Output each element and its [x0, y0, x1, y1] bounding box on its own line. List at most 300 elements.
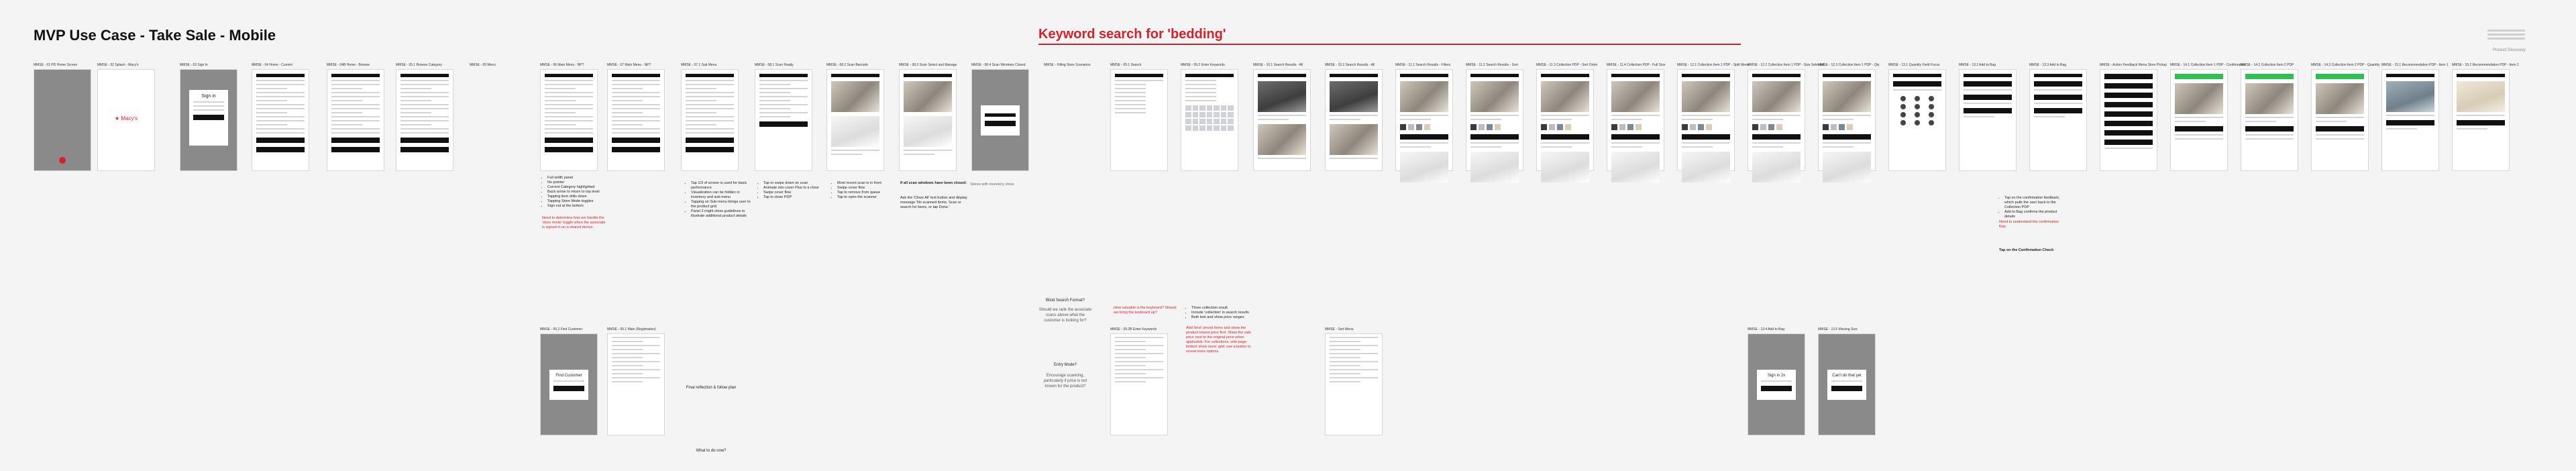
swatch[interactable]	[1847, 124, 1853, 130]
bar	[331, 74, 380, 77]
key[interactable]	[1185, 112, 1191, 117]
key[interactable]	[1228, 112, 1234, 117]
swatch[interactable]	[1400, 124, 1406, 130]
phone-screen[interactable]	[1395, 69, 1453, 171]
btn	[331, 138, 380, 143]
bar	[1823, 74, 1871, 77]
line	[686, 132, 734, 134]
swatch[interactable]	[1752, 124, 1758, 130]
line	[904, 154, 934, 155]
key[interactable]	[1214, 105, 1220, 111]
line	[1682, 146, 1713, 148]
line	[1115, 369, 1163, 370]
line	[2316, 117, 2364, 118]
line	[1185, 80, 1216, 81]
btn	[2104, 83, 2153, 89]
key[interactable]	[1221, 105, 1227, 111]
phone-screen[interactable]	[607, 333, 665, 435]
dialog-button[interactable]	[1831, 386, 1863, 391]
btn	[1541, 134, 1589, 140]
btn	[1823, 134, 1871, 140]
artboard	[1888, 62, 1945, 171]
note-browse: • Tap 1/3 of screen is used for basic performance • Visualization can be hidden in inventory and sub-menu • Tapping on Sub-menu brings user to the product grid • Panel 2 might show guidelines to illustrate additional product details	[686, 181, 753, 219]
artboard	[2029, 62, 2086, 171]
line	[331, 116, 380, 117]
artboard	[1466, 62, 1522, 171]
btn	[686, 147, 734, 152]
line	[1330, 373, 1360, 374]
key[interactable]	[1929, 96, 1934, 101]
line	[1115, 357, 1146, 358]
bar	[1893, 74, 1941, 77]
phone-screen[interactable]	[1110, 333, 1168, 435]
artboard	[1748, 62, 1825, 171]
btn	[1752, 134, 1801, 140]
phone-screen[interactable]	[1888, 69, 1946, 171]
phone-screen[interactable]	[1748, 333, 1805, 435]
line	[1752, 146, 1783, 148]
btn	[2104, 93, 2153, 98]
line	[1823, 119, 1854, 120]
key[interactable]	[1199, 125, 1205, 131]
key[interactable]	[1193, 112, 1199, 117]
line	[545, 80, 593, 81]
phone-screen[interactable]	[2241, 69, 2298, 171]
key[interactable]	[1228, 125, 1234, 131]
line	[331, 108, 380, 109]
key[interactable]	[1221, 119, 1227, 124]
artboard	[180, 62, 236, 171]
line	[612, 361, 660, 362]
line	[1330, 349, 1360, 350]
key[interactable]	[1207, 112, 1213, 117]
line	[2034, 89, 2082, 91]
line	[612, 381, 643, 382]
number-pad[interactable]	[1897, 96, 1937, 125]
btn	[545, 138, 593, 143]
swatch[interactable]	[1611, 124, 1617, 130]
phone-screen[interactable]	[681, 69, 739, 171]
phone-screen[interactable]	[34, 69, 91, 171]
input-line[interactable]	[193, 101, 225, 103]
key[interactable]	[1900, 104, 1906, 109]
line	[256, 96, 305, 97]
bar	[1185, 74, 1234, 77]
color-swatches[interactable]	[1470, 124, 1519, 130]
line	[1400, 142, 1448, 144]
phone-screen[interactable]	[1466, 69, 1523, 171]
phone-screen[interactable]	[1325, 69, 1383, 171]
tile	[1611, 81, 1660, 112]
key[interactable]	[1221, 112, 1227, 117]
key[interactable]	[1900, 112, 1906, 117]
btn	[1964, 81, 2012, 87]
color-swatches[interactable]	[1823, 124, 1871, 130]
line	[1185, 88, 1216, 89]
swatch[interactable]	[1698, 124, 1704, 130]
phone-screen[interactable]	[1181, 69, 1238, 171]
line	[400, 132, 449, 134]
phone-screen[interactable]	[540, 69, 598, 171]
line	[1541, 115, 1589, 116]
done-button[interactable]	[985, 121, 1016, 126]
input-line[interactable]	[193, 109, 225, 111]
key[interactable]	[1929, 112, 1934, 117]
key[interactable]	[1915, 96, 1920, 101]
key[interactable]	[1185, 125, 1191, 131]
key[interactable]	[1929, 104, 1934, 109]
artboard-label: MMSE - Action Feedback Menu Store Pickup	[2100, 63, 2167, 67]
btn	[2457, 120, 2505, 125]
key[interactable]	[1193, 125, 1199, 131]
line	[612, 353, 660, 354]
swatch[interactable]	[1541, 124, 1547, 130]
artboard-label: MMSE - 07 Main Menu - NPT	[607, 63, 651, 67]
btn	[2245, 126, 2294, 132]
key[interactable]	[1207, 125, 1213, 131]
bar	[1964, 74, 2012, 77]
color-swatches[interactable]	[1541, 124, 1589, 130]
line	[2175, 117, 2223, 118]
line	[1115, 361, 1163, 362]
key[interactable]	[1207, 119, 1213, 124]
line	[1611, 142, 1660, 144]
phone-screen[interactable]	[2381, 69, 2439, 171]
key[interactable]	[1915, 120, 1920, 125]
artboard	[2170, 62, 2246, 171]
color-swatches[interactable]	[1752, 124, 1801, 130]
artboard-label: MMSE - 05.1 Main (Registration)	[607, 327, 656, 331]
key[interactable]	[1915, 112, 1920, 117]
dialog-line	[1831, 380, 1863, 382]
phone-screen[interactable]	[607, 69, 665, 171]
line	[545, 108, 593, 109]
line	[759, 84, 790, 85]
line	[1185, 100, 1216, 101]
tile	[1541, 152, 1589, 182]
line	[1964, 89, 2012, 91]
line	[1115, 104, 1146, 105]
swatch[interactable]	[1768, 124, 1774, 130]
btn	[2104, 130, 2153, 136]
line	[1115, 108, 1146, 109]
note-scan: • Tap or swipe down on scan • Animate into cover Plus to a close • Swipe cover flow • Tap to close PDP	[758, 181, 825, 200]
swatch[interactable]	[1424, 124, 1430, 130]
line	[545, 100, 576, 101]
swatch[interactable]	[1839, 124, 1845, 130]
artboard-label: MMSE - 09.1 Search	[1110, 63, 1142, 67]
dialog-line	[553, 380, 585, 382]
swatch[interactable]	[1831, 124, 1837, 130]
line	[256, 108, 305, 109]
phone-screen[interactable]	[1959, 69, 2017, 171]
swatch[interactable]	[1557, 124, 1563, 130]
phone-screen[interactable]	[1818, 333, 1876, 435]
phone-screen[interactable]	[1748, 69, 1805, 171]
line	[1541, 142, 1589, 144]
line	[1893, 89, 1941, 91]
swatch[interactable]	[1706, 124, 1712, 130]
line	[545, 92, 593, 93]
key[interactable]	[1915, 104, 1920, 109]
swatch[interactable]	[1470, 124, 1477, 130]
key[interactable]	[1199, 112, 1205, 117]
swatch[interactable]	[1479, 124, 1485, 130]
artboard	[826, 62, 883, 171]
line	[2457, 115, 2505, 116]
swatch[interactable]	[1495, 124, 1501, 130]
line	[331, 104, 380, 105]
tile	[1400, 81, 1448, 112]
key[interactable]	[1199, 105, 1205, 111]
btn	[545, 147, 593, 152]
phone-screen[interactable]	[1325, 333, 1383, 435]
swatch[interactable]	[1760, 124, 1766, 130]
bar	[545, 74, 593, 77]
line	[1115, 88, 1146, 89]
line	[256, 128, 305, 129]
phone-screen[interactable]	[2311, 69, 2369, 171]
tile	[2316, 83, 2364, 114]
line	[545, 104, 593, 105]
artboard	[396, 62, 452, 171]
note-search-q1-body: Should we rank the associate scans above what the customer is looking for?	[1038, 308, 1092, 323]
key[interactable]	[1199, 119, 1205, 124]
color-swatches[interactable]	[1611, 124, 1660, 130]
color-swatches[interactable]	[1682, 124, 1730, 130]
note-browse-q1: Final reflection & follow plan	[686, 386, 737, 390]
key[interactable]	[1207, 105, 1213, 111]
line	[256, 116, 305, 117]
tile	[1752, 81, 1801, 112]
dialog-title	[985, 113, 1016, 117]
line	[400, 84, 449, 85]
bar	[612, 74, 660, 77]
line	[612, 345, 660, 346]
line	[686, 104, 734, 105]
line	[612, 128, 660, 129]
artboard-label: MMSE - 12.2 Collection Item 1 PDP - Size Selected	[1748, 63, 1825, 67]
line	[1115, 349, 1146, 350]
swatch[interactable]	[1682, 124, 1688, 130]
line	[612, 108, 660, 109]
line	[1470, 119, 1501, 120]
line	[1115, 345, 1163, 346]
phone-screen[interactable]	[180, 69, 237, 171]
note-closed-head: If all scan windows have been closed:	[900, 181, 967, 185]
tile	[1752, 152, 1801, 182]
btn	[1611, 134, 1660, 140]
btn	[331, 147, 380, 152]
key[interactable]	[1193, 105, 1199, 111]
btn	[400, 138, 449, 143]
line	[2175, 138, 2223, 140]
color-swatches[interactable]	[1400, 124, 1448, 130]
note-stores: Stores with inventory show.	[970, 182, 1015, 187]
artboard	[1607, 62, 1666, 171]
artboard-label: MMSE - 01 PD Home Screen	[34, 63, 78, 67]
line	[1752, 115, 1801, 116]
line	[1682, 115, 1730, 116]
phone-screen[interactable]	[1607, 69, 1664, 171]
bar	[1752, 74, 1801, 77]
key[interactable]	[1214, 119, 1220, 124]
line	[1330, 115, 1378, 116]
btn	[612, 138, 660, 143]
swatch[interactable]	[1565, 124, 1571, 130]
line	[686, 100, 716, 101]
app-icon[interactable]	[59, 157, 66, 164]
swatch[interactable]	[1487, 124, 1493, 130]
btn	[1964, 108, 2012, 113]
line	[1115, 100, 1146, 101]
line	[1115, 353, 1163, 354]
btn	[256, 147, 305, 152]
phone-screen[interactable]	[540, 333, 598, 435]
dialog-button[interactable]	[1761, 386, 1792, 391]
artboard-label: MMSE - 08.1 Scan Ready	[755, 63, 794, 67]
key[interactable]	[1900, 96, 1906, 101]
bar	[831, 74, 879, 77]
phone-screen[interactable]	[2170, 69, 2228, 171]
artboard	[971, 62, 1028, 171]
phone-screen[interactable]	[97, 69, 155, 171]
key[interactable]	[1214, 112, 1220, 117]
phone-screen[interactable]	[899, 69, 957, 171]
phone-screen[interactable]	[252, 69, 309, 171]
line	[1330, 158, 1378, 159]
phone-screen[interactable]	[755, 69, 812, 171]
line	[759, 112, 808, 113]
phone-screen[interactable]	[327, 69, 384, 171]
phone-screen[interactable]	[1677, 69, 1735, 171]
sub-artboard	[1748, 327, 1804, 435]
phone-screen[interactable]	[1253, 69, 1311, 171]
artboard-label: MMSE - 04 Home - Current	[252, 63, 292, 67]
btn	[2034, 81, 2082, 87]
phone-screen[interactable]	[2029, 69, 2087, 171]
line	[686, 84, 734, 85]
artboard-label: MMSE - 13.2 Add to Bag	[1959, 63, 1996, 67]
line	[1682, 142, 1730, 144]
btn	[2386, 120, 2434, 125]
line	[612, 92, 660, 93]
bar	[1258, 74, 1306, 77]
artboard-label: MMSE - 14.3 Collection Item 2 PDP - Quantity	[2311, 63, 2380, 67]
artboard	[1325, 62, 1381, 171]
line	[1115, 112, 1146, 113]
dialog-button[interactable]	[553, 386, 585, 391]
artboard-label: MMSE - 11.3 Collection PDP - Sort Order	[1536, 63, 1598, 67]
line	[612, 349, 643, 350]
swatch[interactable]	[1690, 124, 1696, 130]
btn	[2104, 140, 2153, 145]
line	[612, 365, 643, 366]
keyboard[interactable]	[1185, 105, 1234, 131]
artboard-label: MMSE - 13.3 Add to Bag	[2029, 63, 2067, 67]
swatch[interactable]	[1416, 124, 1422, 130]
phone-screen[interactable]	[396, 69, 453, 171]
artboard-label: MMSE - 05.2 Find Customer	[540, 327, 583, 331]
line	[1823, 146, 1854, 148]
tile	[904, 81, 952, 112]
line	[686, 112, 716, 113]
line	[2457, 128, 2487, 129]
artboard-label: MMSE - 14.1 Collection Item 1 PDP - Confirmation	[2170, 63, 2246, 67]
line	[759, 96, 808, 97]
swatch[interactable]	[1549, 124, 1555, 130]
artboard-label: MMSE - 14.2 Collection Item 2 PDP	[2241, 63, 2294, 67]
artboard	[34, 62, 90, 171]
btn	[612, 147, 660, 152]
key[interactable]	[1221, 125, 1227, 131]
line	[686, 88, 716, 89]
key[interactable]	[1228, 105, 1234, 111]
line	[331, 80, 380, 81]
key[interactable]	[1185, 105, 1191, 111]
phone-screen[interactable]	[2452, 69, 2510, 171]
key[interactable]	[1214, 125, 1220, 131]
swatch[interactable]	[1408, 124, 1414, 130]
key[interactable]	[1228, 119, 1234, 124]
signin-button[interactable]	[193, 115, 225, 120]
line	[2034, 116, 2065, 117]
line	[256, 120, 305, 121]
key[interactable]	[1185, 119, 1191, 124]
phone-screen[interactable]	[1818, 69, 1876, 171]
swatch[interactable]	[1627, 124, 1633, 130]
swatch[interactable]	[1776, 124, 1782, 130]
line	[759, 80, 808, 81]
key[interactable]	[1900, 120, 1906, 125]
line	[612, 341, 643, 342]
sub-artboard	[1818, 327, 1874, 435]
line	[1823, 142, 1871, 144]
phone-screen[interactable]	[1536, 69, 1594, 171]
line	[1115, 377, 1163, 378]
line	[831, 150, 879, 151]
line	[1611, 146, 1642, 148]
artboard	[1536, 62, 1598, 171]
btn	[2175, 126, 2223, 132]
tile	[1258, 81, 1306, 112]
line	[256, 100, 287, 101]
btn	[1682, 134, 1730, 140]
line	[1330, 119, 1360, 120]
note-confirm-2: Tap on the Confirmation Check	[1999, 248, 2054, 252]
artboard	[1110, 62, 1167, 171]
phone-screen[interactable]	[826, 69, 884, 171]
input-line[interactable]	[193, 105, 225, 107]
phone-screen[interactable]	[2100, 69, 2157, 171]
artboard-label: MMSE - 15.1 Recommendation PDP - Item 1	[2381, 63, 2449, 67]
phone-screen[interactable]	[1110, 69, 1168, 171]
artboard-label: MMSE - 13.4 Add to Bag	[1748, 327, 1785, 331]
phone-screen[interactable]	[971, 69, 1029, 171]
btn	[2104, 111, 2153, 117]
key[interactable]	[1193, 119, 1199, 124]
line	[400, 104, 449, 105]
key[interactable]	[1929, 120, 1934, 125]
note-browse-q2: What to do now?	[696, 449, 727, 453]
swatch[interactable]	[1619, 124, 1625, 130]
line	[545, 120, 593, 121]
artboard	[2452, 62, 2519, 171]
line	[331, 88, 362, 89]
swatch[interactable]	[1635, 124, 1642, 130]
line	[2386, 128, 2417, 129]
swatch[interactable]	[1823, 124, 1829, 130]
